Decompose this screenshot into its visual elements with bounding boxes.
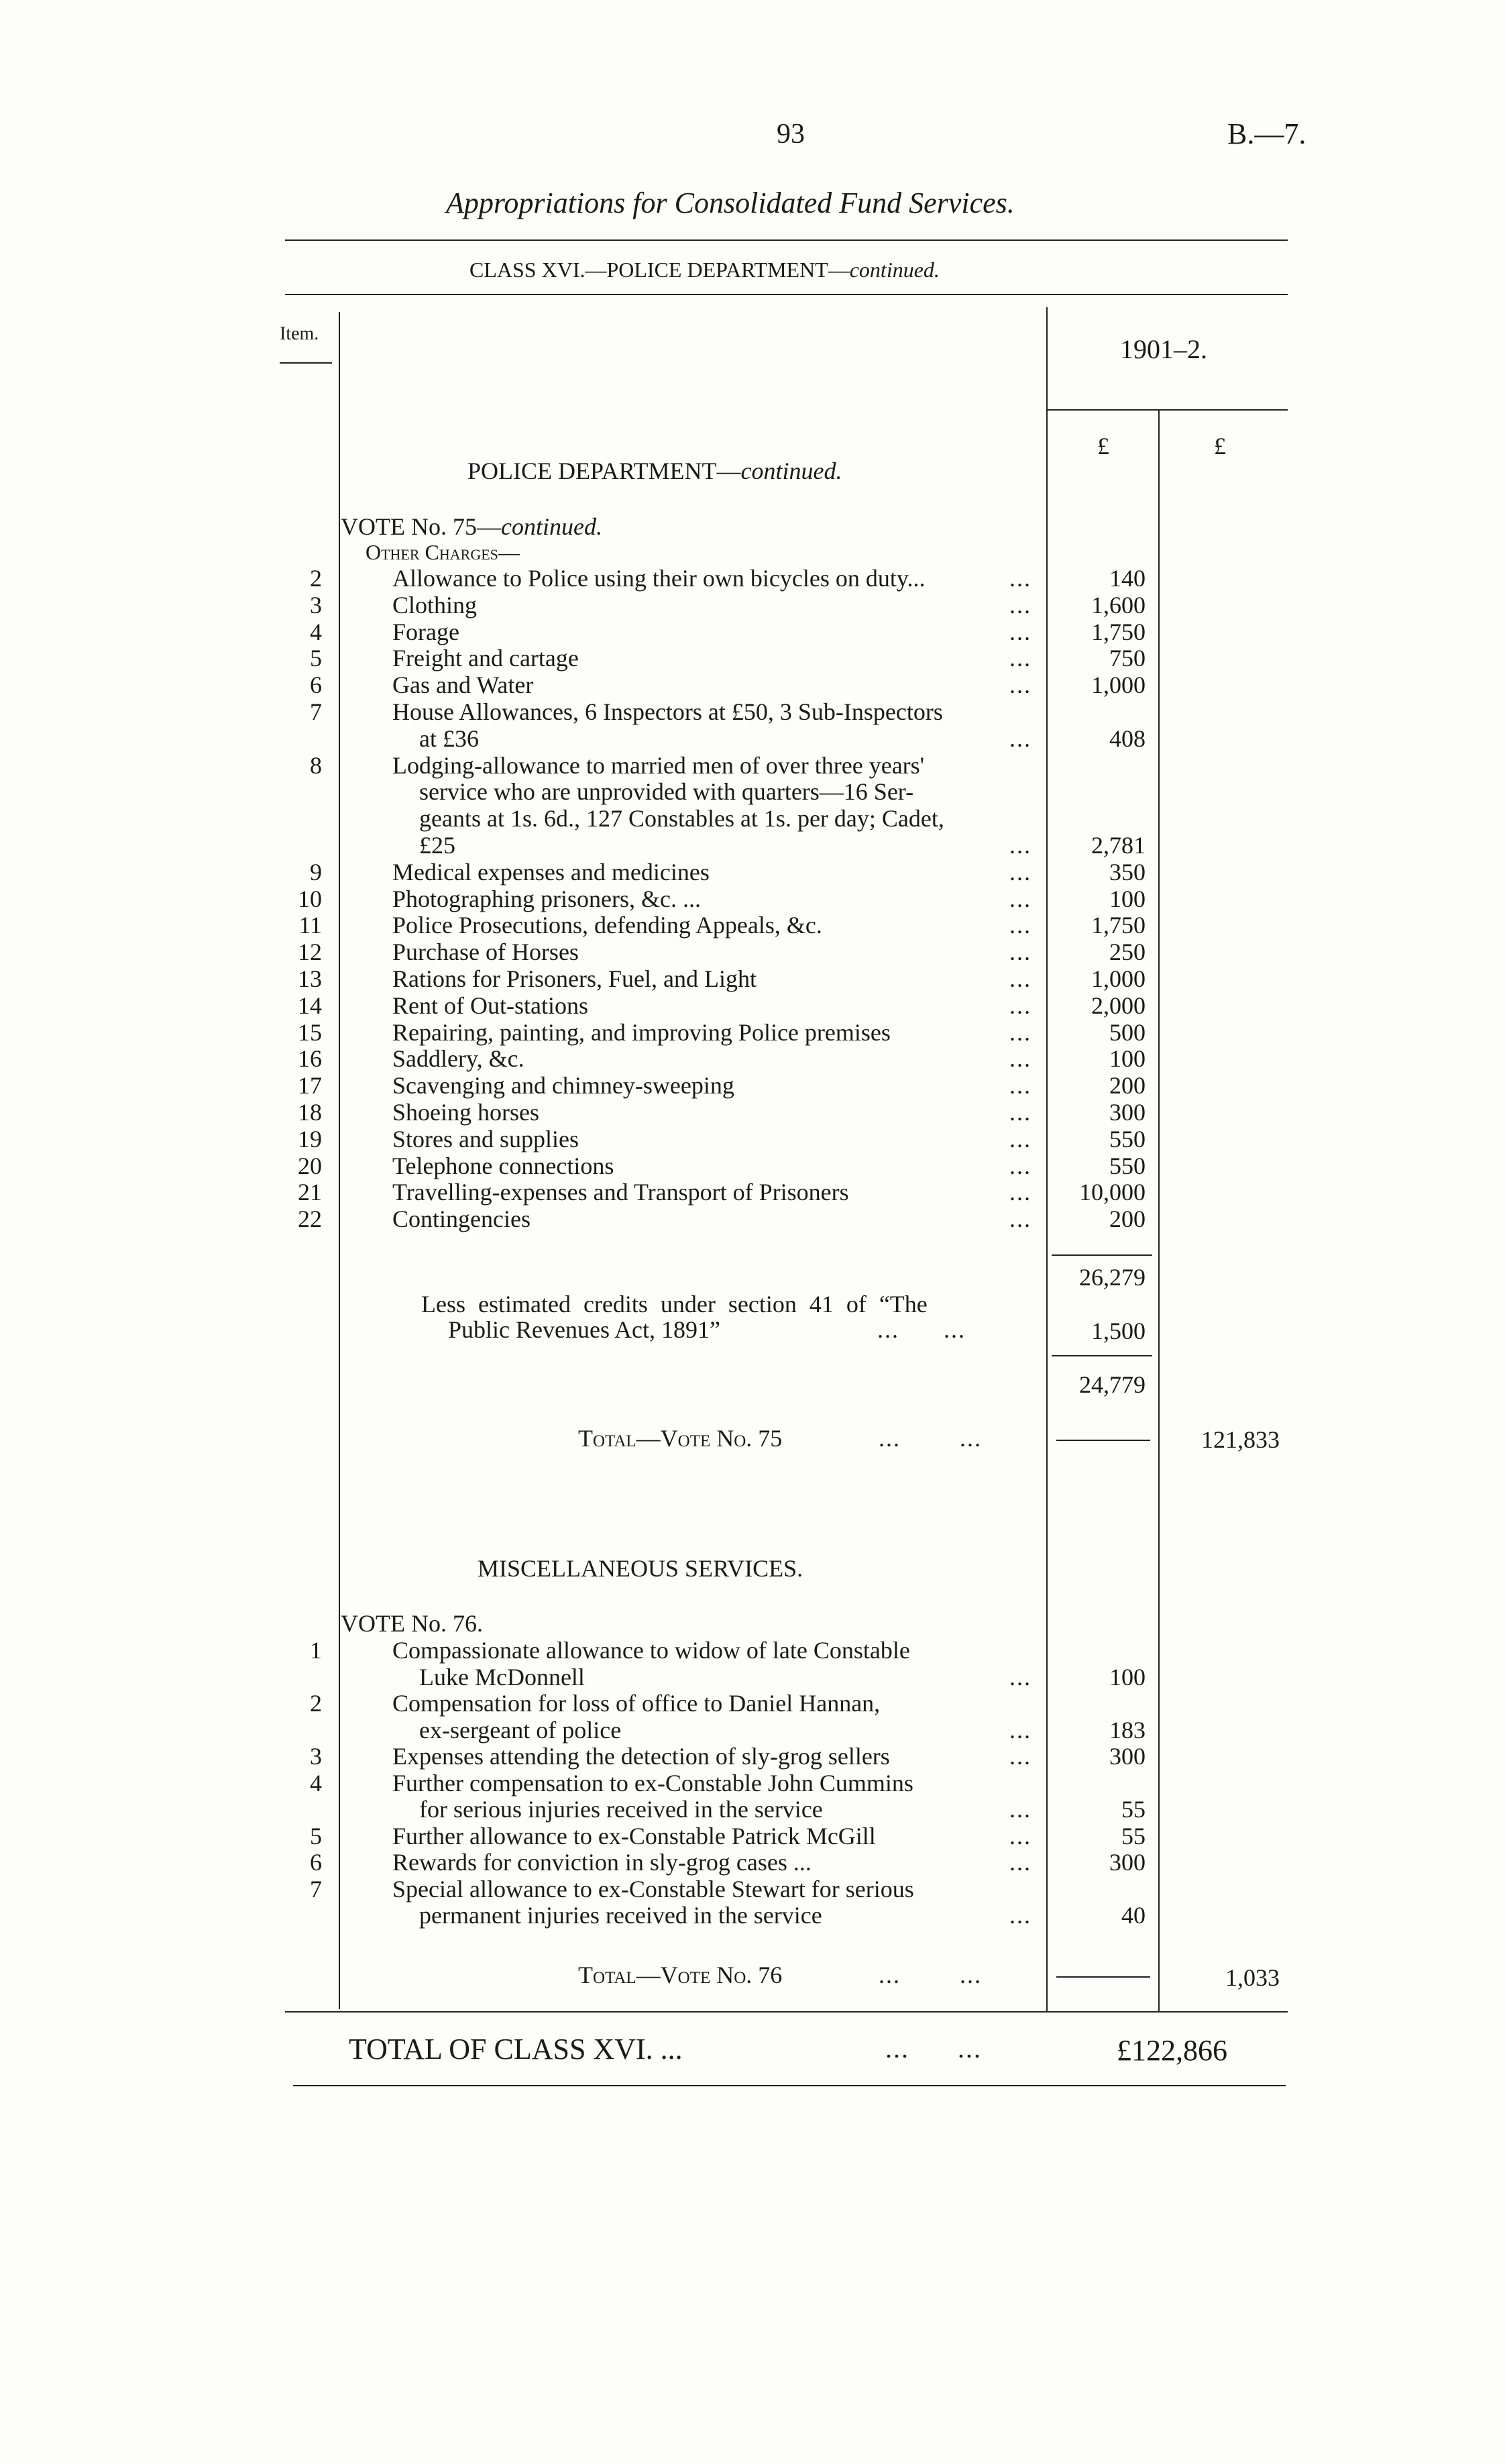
year-column-header: 1901–2.	[1120, 334, 1207, 364]
dot-leader: ...	[1009, 939, 1032, 966]
item-description-line: Purchase of Horses	[392, 939, 579, 966]
item-number: 9	[310, 858, 322, 886]
item-description-line: Photographing prisoners, &c. ...	[392, 885, 701, 912]
dot-leader: ...	[1009, 885, 1032, 912]
item-description-line: Rations for Prisoners, Fuel, and Light	[392, 965, 757, 992]
less-credits-leader: ... ...	[877, 1316, 966, 1343]
item-number: 14	[298, 992, 322, 1019]
item-number: 2	[310, 565, 322, 592]
dot-leader: ...	[1009, 1206, 1032, 1233]
dot-leader: ...	[1009, 858, 1032, 886]
dot-leader: ...	[1009, 1849, 1032, 1876]
dot-leader: ...	[1009, 1902, 1032, 1929]
item-amount: 100	[1109, 885, 1146, 912]
item-description-line: Medical expenses and medicines	[392, 858, 710, 886]
item-amount: 200	[1109, 1072, 1146, 1100]
dot-leader: ...	[1009, 1663, 1032, 1691]
item-description-line: Repairing, painting, and improving Police premises	[392, 1018, 891, 1046]
item-amount: 750	[1109, 645, 1146, 672]
dot-leader: ...	[1009, 1179, 1032, 1206]
year-header-rule	[1046, 409, 1288, 411]
vote-75-total-leader: ... ...	[879, 1425, 982, 1452]
item-description-line: at £36	[419, 725, 479, 752]
dot-leader: ...	[1009, 1716, 1032, 1744]
item-description-line: Saddlery, &c.	[392, 1045, 524, 1073]
item-description-line: service who are unprovided with quarters—16 Ser-	[419, 778, 914, 806]
item-amount: 500	[1109, 1018, 1146, 1046]
dot-leader: ...	[1009, 992, 1032, 1019]
vote-76-total-rule	[1056, 1976, 1150, 1978]
item-header-rule	[280, 362, 332, 364]
item-amount: 300	[1109, 1849, 1146, 1876]
item-description-line: Special allowance to ex-Constable Stewart for serious	[392, 1875, 914, 1903]
vote-75-heading	[341, 513, 602, 540]
vote-75-continued: continued.	[500, 513, 602, 540]
item-description-line: Compensation for loss of office to Daniel Hannan,	[392, 1690, 881, 1717]
item-amount: 55	[1121, 1796, 1146, 1823]
item-description-line: Forage	[392, 618, 459, 645]
item-number: 4	[310, 618, 322, 645]
item-amount: 10,000	[1079, 1179, 1146, 1206]
dot-leader: ...	[1009, 912, 1032, 939]
item-amount: 2,781	[1091, 832, 1146, 859]
police-net-rule	[1052, 1355, 1152, 1356]
item-amount: 100	[1109, 1663, 1146, 1691]
other-charges-heading: Other Charges—	[366, 540, 520, 564]
item-number: 3	[310, 1743, 322, 1770]
description-column-left-rule	[339, 312, 340, 2009]
currency-header-1: £	[1097, 433, 1109, 460]
item-amount: 40	[1121, 1902, 1146, 1929]
class-heading	[469, 256, 940, 283]
vote-76-total-label: Total—Vote No. 76	[578, 1962, 783, 1988]
item-number: 2	[310, 1690, 322, 1717]
item-description-line: Rent of Out-stations	[392, 992, 588, 1019]
misc-section-heading: MISCELLANEOUS SERVICES.	[478, 1555, 803, 1582]
item-description-line: geants at 1s. 6d., 127 Constables at 1s. per day; Cadet,	[419, 805, 944, 833]
item-description-line: House Allowances, 6 Inspectors at £50, 3 Sub-Inspectors	[392, 698, 943, 725]
item-amount: 408	[1109, 725, 1146, 752]
item-description-line: Compassionate allowance to widow of late Constable	[392, 1637, 910, 1664]
item-amount: 350	[1109, 858, 1146, 886]
item-amount: 183	[1109, 1716, 1146, 1744]
item-description-line: Telephone connections	[392, 1152, 614, 1179]
item-amount: 1,750	[1091, 912, 1146, 939]
vote-76-heading: VOTE No. 76.	[341, 1610, 483, 1637]
vote-75-total-rule	[1056, 1440, 1150, 1441]
item-description-line: Rewards for conviction in sly-grog cases ...	[392, 1849, 812, 1876]
item-number: 18	[298, 1099, 322, 1126]
title-rule	[285, 239, 1288, 241]
item-number: 11	[298, 912, 322, 939]
item-description-line: Travelling-expenses and Transport of Prisoners	[392, 1179, 849, 1206]
grand-total-leader: ... ...	[885, 2033, 982, 2064]
item-amount: 550	[1109, 1152, 1146, 1179]
item-number: 5	[310, 1822, 322, 1850]
dot-leader: ...	[1009, 1125, 1032, 1153]
item-description-line: Police Prosecutions, defending Appeals, &c.	[392, 912, 822, 939]
less-credits-line-1: Less estimated credits under section 41 of “The	[421, 1291, 928, 1318]
dot-leader: ...	[1009, 1018, 1032, 1046]
police-section-text: POLICE DEPARTMENT—	[467, 458, 741, 484]
page-title: Appropriations for Consolidated Fund Services.	[446, 186, 1015, 219]
grand-total-label: TOTAL OF CLASS XVI. ...	[349, 2033, 683, 2066]
item-description-line: Stores and supplies	[392, 1125, 579, 1153]
item-number: 22	[298, 1206, 322, 1233]
item-amount: 1,000	[1091, 965, 1146, 992]
dot-leader: ...	[1009, 1743, 1032, 1770]
item-description-line: £25	[419, 832, 455, 859]
class-heading-rule	[285, 294, 1288, 295]
amount-column-left-rule	[1046, 307, 1048, 2011]
item-number: 8	[310, 751, 322, 779]
item-number: 3	[310, 591, 322, 619]
item-number: 10	[298, 885, 322, 912]
item-amount: 1,000	[1091, 672, 1146, 699]
item-description-line: Shoeing horses	[392, 1099, 539, 1126]
less-credits-line-2	[448, 1316, 966, 1343]
item-number: 5	[310, 645, 322, 672]
dot-leader: ...	[1009, 1045, 1032, 1073]
item-amount: 250	[1109, 939, 1146, 966]
item-description-line: Contingencies	[392, 1206, 531, 1233]
item-description-line: Further allowance to ex-Constable Patrick McGill	[392, 1822, 876, 1850]
dot-leader: ...	[1009, 1796, 1032, 1823]
item-number: 4	[310, 1769, 322, 1797]
item-amount: 550	[1109, 1125, 1146, 1153]
vote-75-text: VOTE No. 75—	[341, 513, 501, 540]
dot-leader: ...	[1009, 591, 1032, 619]
item-number: 12	[298, 939, 322, 966]
vote-75-total-amount: 121,833	[1201, 1426, 1280, 1453]
item-number: 20	[298, 1152, 322, 1179]
vote-76-total-amount: 1,033	[1225, 1964, 1280, 1991]
item-amount: 1,600	[1091, 591, 1146, 619]
document-reference: B.—7.	[1227, 117, 1306, 150]
vote-75-total-label: Total—Vote No. 75	[578, 1425, 783, 1452]
dot-leader: ...	[1009, 832, 1032, 859]
police-net: 24,779	[1079, 1371, 1146, 1398]
vote-76-total-leader: ... ...	[879, 1962, 982, 1988]
page-number: 93	[777, 119, 805, 150]
item-amount: 2,000	[1091, 992, 1146, 1019]
item-amount: 200	[1109, 1206, 1146, 1233]
item-amount: 55	[1121, 1822, 1146, 1850]
item-number: 7	[310, 698, 322, 725]
item-number: 16	[298, 1045, 322, 1073]
dot-leader: ...	[1009, 645, 1032, 672]
item-amount: 140	[1109, 565, 1146, 592]
item-amount: 100	[1109, 1045, 1146, 1073]
police-subtotal: 26,279	[1079, 1264, 1146, 1291]
class-heading-continued: continued.	[849, 258, 940, 282]
item-column-header: Item.	[280, 323, 319, 344]
item-number: 1	[310, 1637, 322, 1664]
police-section-continued: continued.	[740, 458, 842, 484]
dot-leader: ...	[1009, 1822, 1032, 1850]
dot-leader: ...	[1009, 1152, 1032, 1179]
item-amount: 1,750	[1091, 618, 1146, 645]
dot-leader: ...	[1009, 1099, 1032, 1126]
item-number: 6	[310, 1849, 322, 1876]
item-description-line: Lodging-allowance to married men of over three years'	[392, 751, 925, 779]
grand-total-amount: £122,866	[1117, 2034, 1227, 2067]
grand-total-top-rule	[285, 2011, 1288, 2013]
dot-leader: ...	[1009, 965, 1032, 992]
item-number: 21	[298, 1179, 322, 1206]
item-description-line: Luke McDonnell	[419, 1663, 585, 1691]
dot-leader: ...	[1009, 618, 1032, 645]
dot-leader: ...	[1009, 565, 1032, 592]
item-description-line: Scavenging and chimney-sweeping	[392, 1072, 734, 1100]
item-description-line: permanent injuries received in the service	[419, 1902, 822, 1929]
amount-column-middle-rule	[1158, 411, 1160, 2011]
dot-leader: ...	[1009, 672, 1032, 699]
item-number: 13	[298, 965, 322, 992]
item-description-line: Freight and cartage	[392, 645, 579, 672]
grand-total-bottom-rule	[293, 2085, 1286, 2086]
less-credits-amount: 1,500	[1091, 1318, 1146, 1344]
item-description-line: Gas and Water	[392, 672, 534, 699]
dot-leader: ...	[1009, 1072, 1032, 1100]
class-heading-text: CLASS XVI.—POLICE DEPARTMENT—	[469, 258, 850, 282]
police-section-heading	[467, 458, 842, 484]
item-description-line: Expenses attending the detection of sly-grog sellers	[392, 1743, 890, 1770]
item-amount: 300	[1109, 1099, 1146, 1126]
less-credits-text: Public Revenues Act, 1891”	[448, 1316, 720, 1343]
item-number: 17	[298, 1072, 322, 1100]
item-amount: 300	[1109, 1743, 1146, 1770]
item-description-line: Allowance to Police using their own bicycles on duty...	[392, 565, 926, 592]
item-number: 15	[298, 1018, 322, 1046]
item-number: 19	[298, 1125, 322, 1153]
police-subtotal-rule	[1052, 1254, 1152, 1256]
item-description-line: for serious injuries received in the service	[419, 1796, 823, 1823]
item-number: 6	[310, 672, 322, 699]
currency-header-2: £	[1214, 433, 1226, 460]
item-description-line: Further compensation to ex-Constable John Cummins	[392, 1769, 913, 1797]
dot-leader: ...	[1009, 725, 1032, 752]
item-description-line: ex-sergeant of police	[419, 1716, 622, 1744]
item-description-line: Clothing	[392, 591, 478, 619]
item-number: 7	[310, 1875, 322, 1903]
